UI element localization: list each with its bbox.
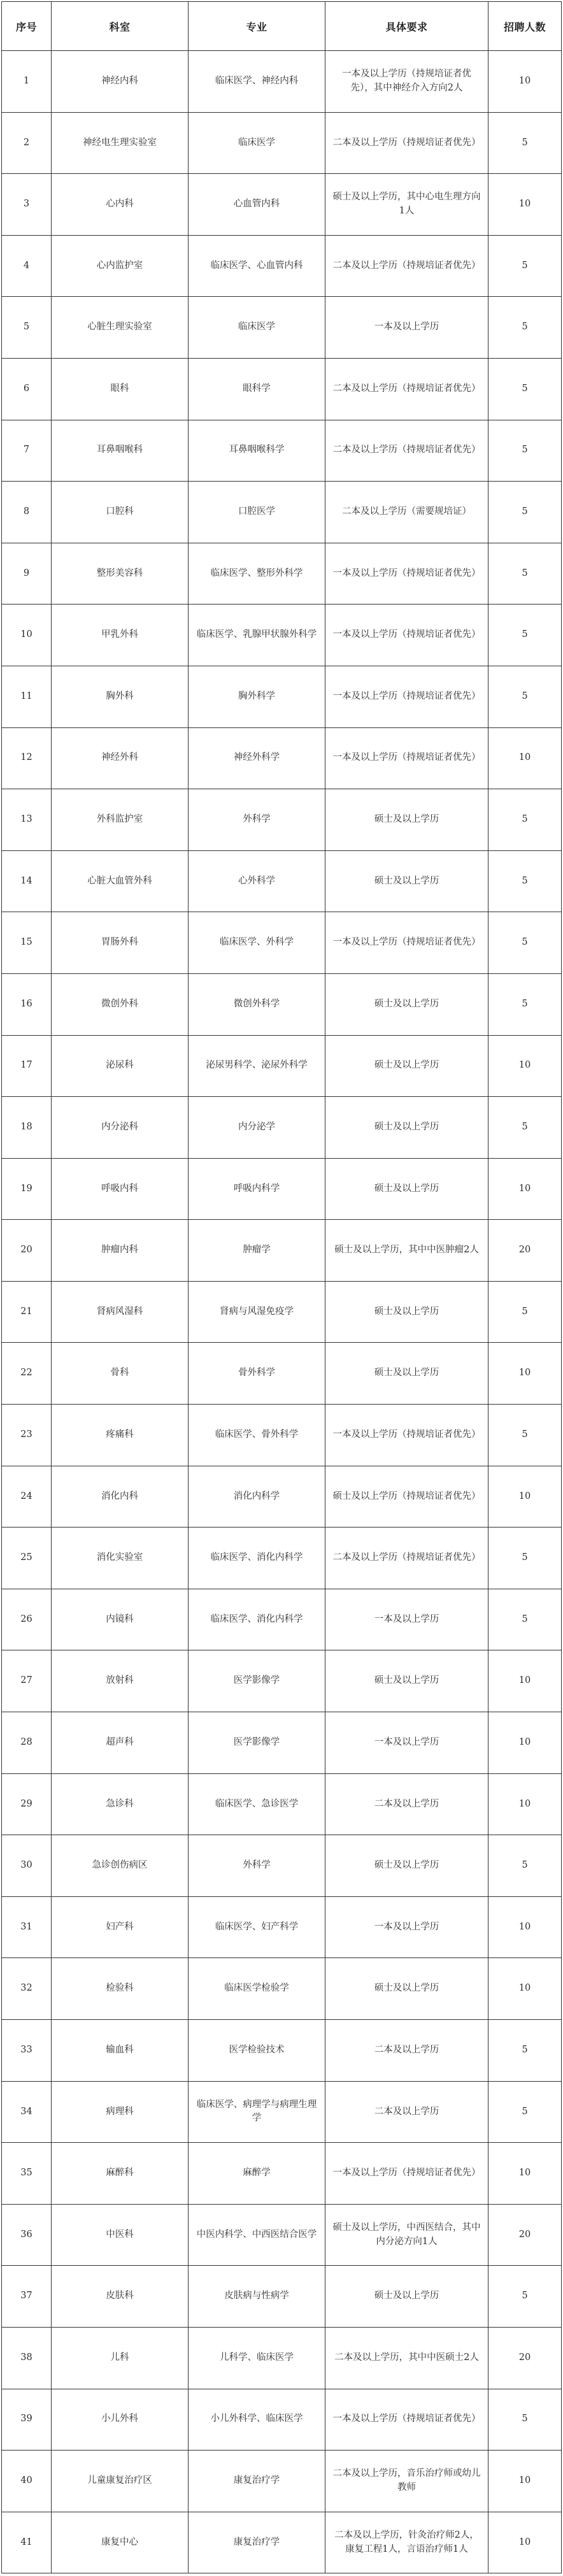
- cell-department: 整形美容科: [52, 543, 189, 605]
- recruitment-table-container: [1, 1, 561, 2573]
- cell-major: 口腔医学: [189, 482, 325, 543]
- cell-major: 小儿外科学、临床医学: [189, 2389, 325, 2451]
- cell-requirements: 一本及以上学历（持规培证者优先）: [325, 605, 488, 666]
- cell-major: 泌尿男科学、泌尿外科学: [189, 1035, 325, 1097]
- cell-department: 外科监护室: [52, 789, 189, 851]
- cell-serial-number: 21: [2, 1281, 52, 1343]
- cell-major: 临床医学: [189, 297, 325, 359]
- cell-requirements: 硕士及以上学历，其中心电生理方向1人: [325, 174, 488, 236]
- cell-serial-number: 39: [2, 2389, 52, 2451]
- table-row: [2, 2512, 562, 2573]
- cell-requirements: 二本及以上学历（需要规培证）: [325, 482, 488, 543]
- cell-major: 眼科学: [189, 358, 325, 420]
- cell-headcount: 5: [488, 482, 562, 543]
- cell-headcount: 10: [488, 1650, 562, 1712]
- cell-serial-number: 26: [2, 1589, 52, 1650]
- cell-headcount: 5: [488, 2081, 562, 2143]
- cell-serial-number: 33: [2, 2020, 52, 2082]
- cell-requirements: 一本及以上学历（持规培证者优先）: [325, 666, 488, 727]
- cell-headcount: 5: [488, 973, 562, 1035]
- cell-major: 临床医学、神经内科: [189, 51, 325, 113]
- table-row: [2, 1281, 562, 1343]
- cell-department: 骨科: [52, 1343, 189, 1405]
- header-major: 专业: [189, 2, 325, 51]
- cell-headcount: 5: [488, 2266, 562, 2328]
- cell-serial-number: 6: [2, 358, 52, 420]
- cell-department: 儿童康复治疗区: [52, 2451, 189, 2512]
- cell-serial-number: 11: [2, 666, 52, 727]
- cell-serial-number: 37: [2, 2266, 52, 2328]
- table-row: [2, 1773, 562, 1835]
- cell-requirements: 二本及以上学历: [325, 1773, 488, 1835]
- cell-headcount: 10: [488, 1158, 562, 1220]
- cell-requirements: 二本及以上学历，其中中医硕士2人: [325, 2327, 488, 2389]
- cell-headcount: 5: [488, 358, 562, 420]
- cell-requirements: 硕士及以上学历: [325, 1158, 488, 1220]
- table-row: [2, 2327, 562, 2389]
- cell-department: 输血科: [52, 2020, 189, 2082]
- table-row: [2, 543, 562, 605]
- cell-serial-number: 28: [2, 1712, 52, 1774]
- cell-serial-number: 41: [2, 2512, 52, 2573]
- cell-requirements: 一本及以上学历: [325, 1589, 488, 1650]
- cell-major: 临床医学、整形外科学: [189, 543, 325, 605]
- cell-requirements: 硕士及以上学历，其中中医肿瘤2人: [325, 1220, 488, 1282]
- cell-serial-number: 25: [2, 1528, 52, 1589]
- cell-department: 皮肤科: [52, 2266, 189, 2328]
- cell-requirements: 硕士及以上学历: [325, 850, 488, 912]
- cell-headcount: 5: [488, 1281, 562, 1343]
- cell-serial-number: 5: [2, 297, 52, 359]
- cell-headcount: 5: [488, 912, 562, 974]
- cell-headcount: 10: [488, 1896, 562, 1958]
- cell-serial-number: 7: [2, 420, 52, 482]
- cell-headcount: 10: [488, 1773, 562, 1835]
- cell-requirements: 一本及以上学历（持规培证者优先）: [325, 2389, 488, 2451]
- cell-major: 临床医学、妇产科学: [189, 1896, 325, 1958]
- cell-headcount: 10: [488, 51, 562, 113]
- cell-requirements: 一本及以上学历: [325, 1896, 488, 1958]
- cell-requirements: 硕士及以上学历: [325, 789, 488, 851]
- table-row: [2, 297, 562, 359]
- cell-serial-number: 35: [2, 2143, 52, 2205]
- cell-department: 中医科: [52, 2204, 189, 2266]
- cell-major: 临床医学: [189, 112, 325, 174]
- cell-major: 康复治疗学: [189, 2512, 325, 2573]
- cell-major: 神经外科学: [189, 727, 325, 789]
- cell-major: 外科学: [189, 789, 325, 851]
- table-row: [2, 1466, 562, 1528]
- table-row: [2, 51, 562, 113]
- cell-department: 心内监护室: [52, 235, 189, 297]
- cell-department: 耳鼻咽喉科: [52, 420, 189, 482]
- cell-major: 临床医学检验学: [189, 1958, 325, 2020]
- header-department: 科室: [52, 2, 189, 51]
- table-row: [2, 1405, 562, 1466]
- cell-serial-number: 18: [2, 1097, 52, 1159]
- cell-major: 医学检验技术: [189, 2020, 325, 2082]
- cell-headcount: 20: [488, 1220, 562, 1282]
- cell-requirements: 硕士及以上学历: [325, 1958, 488, 2020]
- cell-headcount: 5: [488, 1589, 562, 1650]
- cell-serial-number: 34: [2, 2081, 52, 2143]
- table-row: [2, 1712, 562, 1774]
- cell-major: 外科学: [189, 1835, 325, 1897]
- cell-headcount: 5: [488, 2389, 562, 2451]
- cell-major: 麻醉学: [189, 2143, 325, 2205]
- cell-department: 心脏大血管外科: [52, 850, 189, 912]
- cell-headcount: 5: [488, 850, 562, 912]
- cell-serial-number: 32: [2, 1958, 52, 2020]
- table-row: [2, 2081, 562, 2143]
- cell-department: 急诊创伤病区: [52, 1835, 189, 1897]
- cell-major: 肾病与风湿免疫学: [189, 1281, 325, 1343]
- table-row: [2, 2389, 562, 2451]
- cell-serial-number: 29: [2, 1773, 52, 1835]
- table-row: [2, 666, 562, 727]
- table-row: [2, 2451, 562, 2512]
- cell-serial-number: 27: [2, 1650, 52, 1712]
- cell-major: 临床医学、心血管内科: [189, 235, 325, 297]
- table-row: [2, 605, 562, 666]
- cell-major: 临床医学、乳腺甲状腺外科学: [189, 605, 325, 666]
- cell-requirements: 硕士及以上学历，中西医结合，其中内分泌方向1人: [325, 2204, 488, 2266]
- cell-department: 胸外科: [52, 666, 189, 727]
- cell-serial-number: 30: [2, 1835, 52, 1897]
- cell-major: 医学影像学: [189, 1650, 325, 1712]
- cell-department: 肾病风湿科: [52, 1281, 189, 1343]
- cell-department: 胃肠外科: [52, 912, 189, 974]
- cell-headcount: 10: [488, 2451, 562, 2512]
- cell-headcount: 20: [488, 2327, 562, 2389]
- cell-requirements: 一本及以上学历（持规培证者优先）: [325, 543, 488, 605]
- cell-requirements: 二本及以上学历（持规培证者优先）: [325, 420, 488, 482]
- cell-major: 呼吸内科学: [189, 1158, 325, 1220]
- cell-serial-number: 40: [2, 2451, 52, 2512]
- cell-major: 皮肤病与性病学: [189, 2266, 325, 2328]
- cell-department: 麻醉科: [52, 2143, 189, 2205]
- table-row: [2, 1528, 562, 1589]
- cell-department: 甲乳外科: [52, 605, 189, 666]
- table-row: [2, 973, 562, 1035]
- cell-serial-number: 3: [2, 174, 52, 236]
- table-row: [2, 1343, 562, 1405]
- cell-requirements: 二本及以上学历（持规培证者优先）: [325, 235, 488, 297]
- cell-department: 呼吸内科: [52, 1158, 189, 1220]
- cell-serial-number: 4: [2, 235, 52, 297]
- cell-serial-number: 24: [2, 1466, 52, 1528]
- cell-department: 消化内科: [52, 1466, 189, 1528]
- cell-requirements: 二本及以上学历（持规培证者优先）: [325, 112, 488, 174]
- cell-headcount: 5: [488, 420, 562, 482]
- cell-headcount: 5: [488, 1528, 562, 1589]
- table-row: [2, 2020, 562, 2082]
- table-row: [2, 850, 562, 912]
- cell-requirements: 二本及以上学历（持规培证者优先）: [325, 358, 488, 420]
- cell-requirements: 二本及以上学历: [325, 2081, 488, 2143]
- cell-department: 超声科: [52, 1712, 189, 1774]
- cell-major: 康复治疗学: [189, 2451, 325, 2512]
- table-row: [2, 1589, 562, 1650]
- cell-department: 肿瘤内科: [52, 1220, 189, 1282]
- table-row: [2, 912, 562, 974]
- cell-requirements: 一本及以上学历（持规培证者优先），其中神经介入方向2人: [325, 51, 488, 113]
- cell-headcount: 5: [488, 543, 562, 605]
- cell-department: 心脏生理实验室: [52, 297, 189, 359]
- cell-headcount: 10: [488, 1343, 562, 1405]
- cell-serial-number: 14: [2, 850, 52, 912]
- cell-major: 中医内科学、中西医结合医学: [189, 2204, 325, 2266]
- cell-serial-number: 19: [2, 1158, 52, 1220]
- cell-department: 放射科: [52, 1650, 189, 1712]
- cell-requirements: 二本及以上学历，音乐治疗师或幼儿教师: [325, 2451, 488, 2512]
- cell-department: 口腔科: [52, 482, 189, 543]
- cell-requirements: 硕士及以上学历: [325, 1650, 488, 1712]
- cell-serial-number: 2: [2, 112, 52, 174]
- cell-headcount: 20: [488, 2204, 562, 2266]
- table-row: [2, 1896, 562, 1958]
- table-row: [2, 1835, 562, 1897]
- header-serial-number: 序号: [2, 2, 52, 51]
- cell-headcount: 5: [488, 235, 562, 297]
- cell-department: 微创外科: [52, 973, 189, 1035]
- cell-major: 临床医学、消化内科学: [189, 1528, 325, 1589]
- cell-major: 临床医学、骨外科学: [189, 1405, 325, 1466]
- table-body: [2, 51, 562, 2573]
- cell-requirements: 硕士及以上学历（持规培证者优先）: [325, 1466, 488, 1528]
- cell-serial-number: 38: [2, 2327, 52, 2389]
- cell-major: 肿瘤学: [189, 1220, 325, 1282]
- cell-headcount: 10: [488, 174, 562, 236]
- cell-serial-number: 36: [2, 2204, 52, 2266]
- table-row: [2, 1650, 562, 1712]
- table-row: [2, 727, 562, 789]
- cell-serial-number: 22: [2, 1343, 52, 1405]
- cell-major: 心外科学: [189, 850, 325, 912]
- table-row: [2, 1035, 562, 1097]
- cell-department: 康复中心: [52, 2512, 189, 2573]
- cell-headcount: 5: [488, 605, 562, 666]
- cell-headcount: 10: [488, 1466, 562, 1528]
- cell-requirements: 二本及以上学历，针灸治疗师2人，康复工程1人，言语治疗师1人: [325, 2512, 488, 2573]
- cell-department: 神经内科: [52, 51, 189, 113]
- cell-department: 眼科: [52, 358, 189, 420]
- cell-department: 妇产科: [52, 1896, 189, 1958]
- cell-headcount: 10: [488, 2143, 562, 2205]
- cell-requirements: 一本及以上学历（持规培证者优先）: [325, 727, 488, 789]
- cell-major: 骨外科学: [189, 1343, 325, 1405]
- cell-serial-number: 16: [2, 973, 52, 1035]
- cell-headcount: 10: [488, 1958, 562, 2020]
- table-row: [2, 174, 562, 236]
- cell-serial-number: 13: [2, 789, 52, 851]
- cell-headcount: 5: [488, 789, 562, 851]
- table-row: [2, 235, 562, 297]
- table-row: [2, 358, 562, 420]
- cell-requirements: 二本及以上学历: [325, 2020, 488, 2082]
- cell-department: 内分泌科: [52, 1097, 189, 1159]
- cell-headcount: 10: [488, 2512, 562, 2573]
- cell-department: 心内科: [52, 174, 189, 236]
- cell-department: 疼痛科: [52, 1405, 189, 1466]
- cell-department: 泌尿科: [52, 1035, 189, 1097]
- cell-serial-number: 31: [2, 1896, 52, 1958]
- cell-department: 神经电生理实验室: [52, 112, 189, 174]
- cell-requirements: 一本及以上学历: [325, 1712, 488, 1774]
- cell-major: 临床医学、外科学: [189, 912, 325, 974]
- cell-headcount: 5: [488, 1097, 562, 1159]
- table-row: [2, 482, 562, 543]
- cell-requirements: 二本及以上学历（持规培证者优先）: [325, 1528, 488, 1589]
- cell-serial-number: 23: [2, 1405, 52, 1466]
- cell-requirements: 一本及以上学历（持规培证者优先）: [325, 2143, 488, 2205]
- cell-requirements: 一本及以上学历（持规培证者优先）: [325, 912, 488, 974]
- cell-major: 微创外科学: [189, 973, 325, 1035]
- cell-department: 儿科: [52, 2327, 189, 2389]
- cell-major: 医学影像学: [189, 1712, 325, 1774]
- cell-department: 小儿外科: [52, 2389, 189, 2451]
- cell-serial-number: 9: [2, 543, 52, 605]
- cell-serial-number: 12: [2, 727, 52, 789]
- cell-major: 消化内科学: [189, 1466, 325, 1528]
- table-row: [2, 1958, 562, 2020]
- cell-department: 内镜科: [52, 1589, 189, 1650]
- cell-headcount: 10: [488, 727, 562, 789]
- table-row: [2, 420, 562, 482]
- cell-serial-number: 15: [2, 912, 52, 974]
- cell-headcount: 10: [488, 1035, 562, 1097]
- table-row: [2, 2204, 562, 2266]
- cell-headcount: 5: [488, 666, 562, 727]
- cell-serial-number: 20: [2, 1220, 52, 1282]
- cell-requirements: 硕士及以上学历: [325, 1835, 488, 1897]
- cell-headcount: 5: [488, 112, 562, 174]
- cell-requirements: 一本及以上学历: [325, 297, 488, 359]
- cell-major: 心血管内科: [189, 174, 325, 236]
- table-row: [2, 1097, 562, 1159]
- cell-headcount: 5: [488, 297, 562, 359]
- header-requirements: 具体要求: [325, 2, 488, 51]
- cell-major: 内分泌学: [189, 1097, 325, 1159]
- cell-requirements: 硕士及以上学历: [325, 2266, 488, 2328]
- table-row: [2, 2143, 562, 2205]
- cell-major: 胸外科学: [189, 666, 325, 727]
- cell-department: 神经外科: [52, 727, 189, 789]
- cell-requirements: 硕士及以上学历: [325, 973, 488, 1035]
- cell-department: 消化实验室: [52, 1528, 189, 1589]
- cell-headcount: 10: [488, 1712, 562, 1774]
- cell-major: 临床医学、消化内科学: [189, 1589, 325, 1650]
- table-header-row: [2, 2, 562, 51]
- cell-serial-number: 1: [2, 51, 52, 113]
- cell-major: 儿科学、临床医学: [189, 2327, 325, 2389]
- cell-requirements: 硕士及以上学历: [325, 1035, 488, 1097]
- cell-major: 临床医学、病理学与病理生理学: [189, 2081, 325, 2143]
- cell-department: 检验科: [52, 1958, 189, 2020]
- table-row: [2, 1158, 562, 1220]
- cell-headcount: 5: [488, 1835, 562, 1897]
- table-row: [2, 1220, 562, 1282]
- cell-requirements: 硕士及以上学历: [325, 1097, 488, 1159]
- cell-serial-number: 8: [2, 482, 52, 543]
- cell-requirements: 硕士及以上学历: [325, 1343, 488, 1405]
- cell-headcount: 5: [488, 2020, 562, 2082]
- cell-major: 耳鼻咽喉科学: [189, 420, 325, 482]
- cell-requirements: 一本及以上学历（持规培证者优先）: [325, 1405, 488, 1466]
- cell-department: 病理科: [52, 2081, 189, 2143]
- table-row: [2, 112, 562, 174]
- header-headcount: 招聘人数: [488, 2, 562, 51]
- cell-serial-number: 10: [2, 605, 52, 666]
- table-row: [2, 789, 562, 851]
- recruitment-table: [1, 1, 562, 2573]
- cell-department: 急诊科: [52, 1773, 189, 1835]
- cell-major: 临床医学、急诊医学: [189, 1773, 325, 1835]
- cell-requirements: 硕士及以上学历: [325, 1281, 488, 1343]
- table-row: [2, 2266, 562, 2328]
- cell-serial-number: 17: [2, 1035, 52, 1097]
- cell-headcount: 5: [488, 1405, 562, 1466]
